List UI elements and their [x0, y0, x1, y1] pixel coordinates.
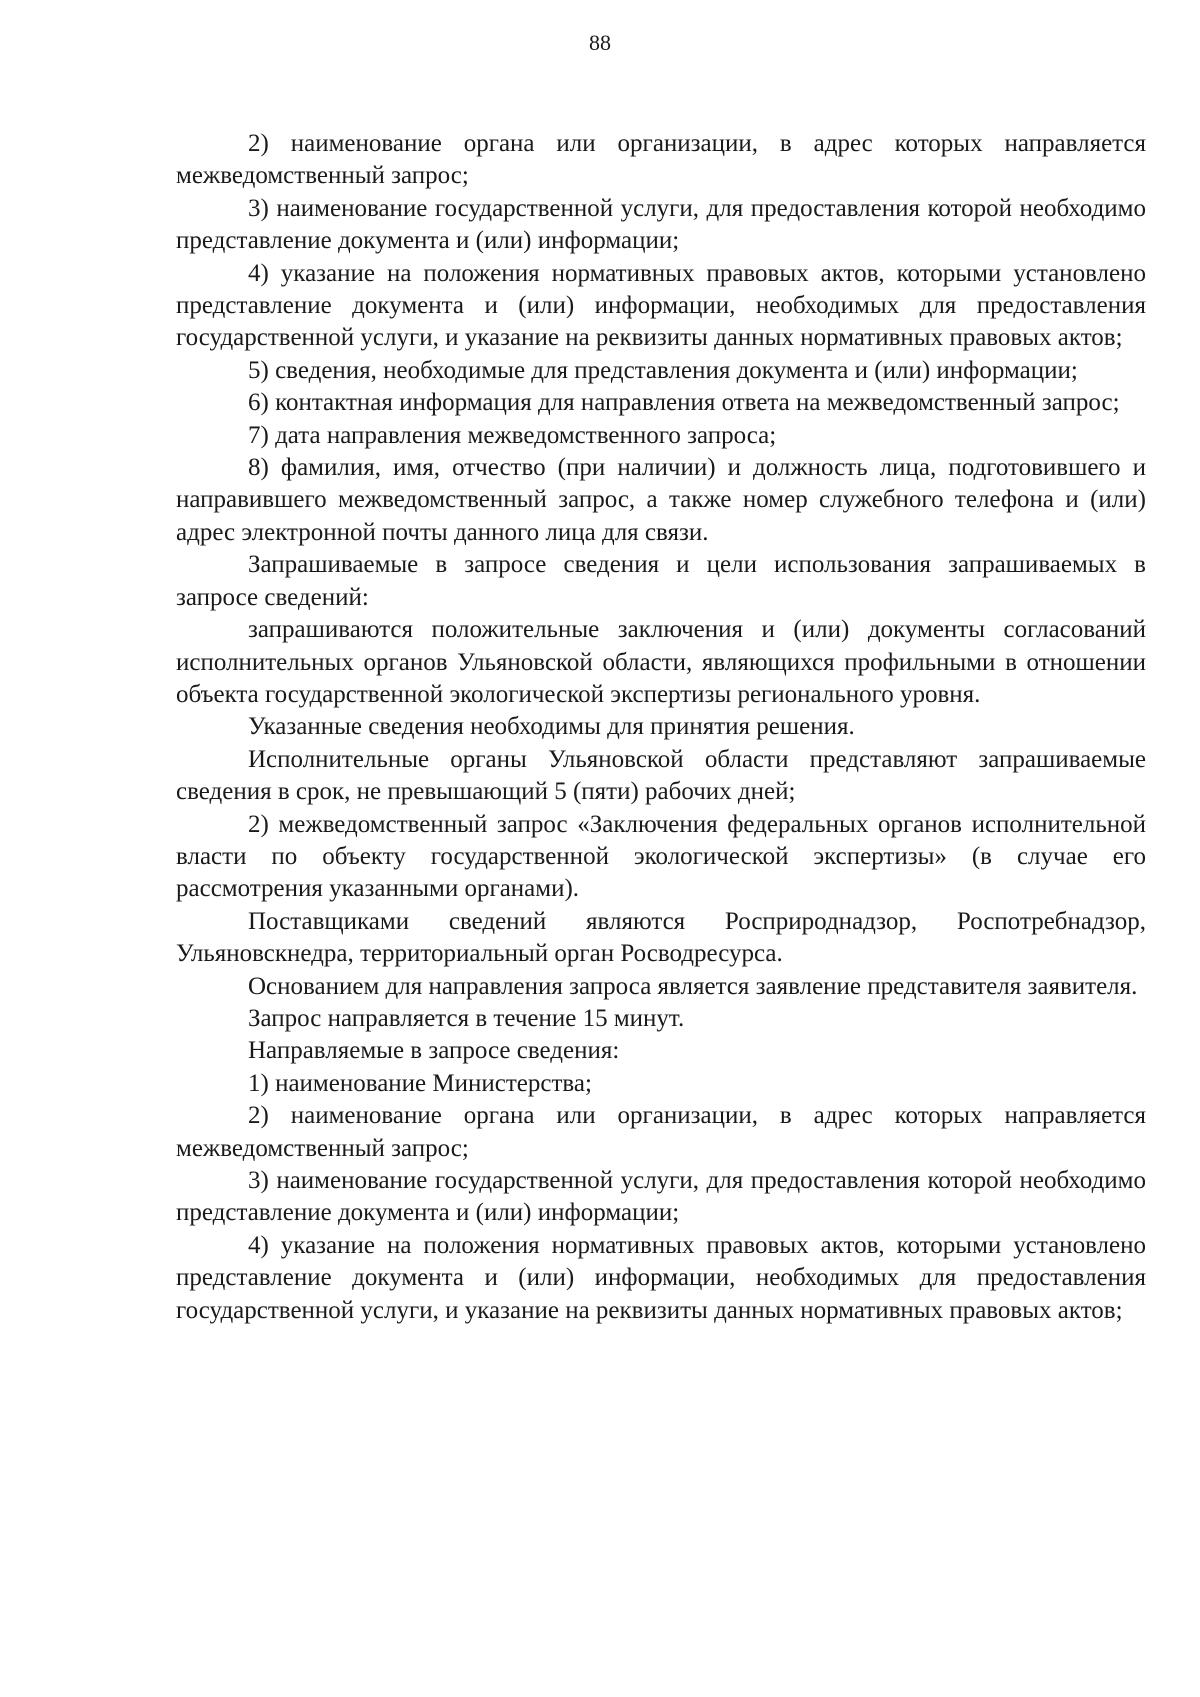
paragraph: 2) межведомственный запрос «Заключения федеральных органов исполнительной власти по объекту государственной экологической экспертизы» (в случае его рассмотрения указанными органами).	[176, 810, 1146, 903]
paragraph: запрашиваются положительные заключения и (или) документы согласований исполнительных органов Ульяновской области, являющихся профильными в отношении объекта государственной экологической экспертизы регионального уровня.	[176, 616, 1146, 708]
paragraph: Поставщиками сведений являются Росприроднадзор, Роспотребнадзор, Ульяновскнедра, территориальный орган Росводресурса.	[176, 907, 1146, 968]
paragraph: 7) дата направления межведомственного запроса;	[248, 421, 777, 449]
paragraph: 2) наименование органа или организации, в адрес которых направляется межведомственный запрос;	[176, 130, 1146, 190]
paragraph: 1) наименование Министерства;	[248, 1069, 592, 1097]
paragraph: 6) контактная информация для направления ответа на межведомственный запрос;	[248, 389, 1120, 417]
paragraph: Запрос направляется в течение 15 минут.	[248, 1004, 685, 1032]
document-body	[176, 128, 1146, 1327]
paragraph: 4) указание на положения нормативных правовых актов, которыми установлено представление документа и (или) информации, необходимых для предоставления государственной услуги, и указание на реквизиты данных нормативных правовых актов;	[176, 259, 1146, 352]
paragraph: Указанные сведения необходимы для принятия решения.	[248, 713, 855, 741]
paragraph: 5) сведения, необходимые для представления документа и (или) информации;	[248, 356, 1078, 384]
paragraph: 4) указание на положения нормативных правовых актов, которыми установлено представление документа и (или) информации, необходимых для предоставления государственной услуги, и указание на реквизиты данных нормативных правовых актов;	[176, 1231, 1146, 1324]
paragraph: 2) наименование органа или организации, в адрес которых направляется межведомственный запрос;	[176, 1102, 1146, 1162]
paragraph: 8) фамилия, имя, отчество (при наличии) и должность лица, подготовившего и направившего межведомственный запрос, а также номер служебного телефона и (или) адрес электронной почты данного лица для связи.	[176, 454, 1146, 546]
paragraph: Запрашиваемые в запросе сведения и цели использования запрашиваемых в запросе сведений:	[176, 551, 1146, 611]
paragraph: 3) наименование государственной услуги, для предоставления которой необходимо представление документа и (или) информации;	[176, 194, 1146, 255]
paragraph: Исполнительные органы Ульяновской области представляют запрашиваемые сведения в срок, не превышающий 5 (пяти) рабочих дней;	[176, 745, 1146, 806]
paragraph: 3) наименование государственной услуги, для предоставления которой необходимо представление документа и (или) информации;	[176, 1167, 1146, 1227]
paragraph: Основанием для направления запроса является заявление представителя заявителя.	[248, 972, 1138, 1000]
paragraph: Направляемые в запросе сведения:	[248, 1037, 620, 1065]
page-number: 88	[589, 30, 611, 55]
